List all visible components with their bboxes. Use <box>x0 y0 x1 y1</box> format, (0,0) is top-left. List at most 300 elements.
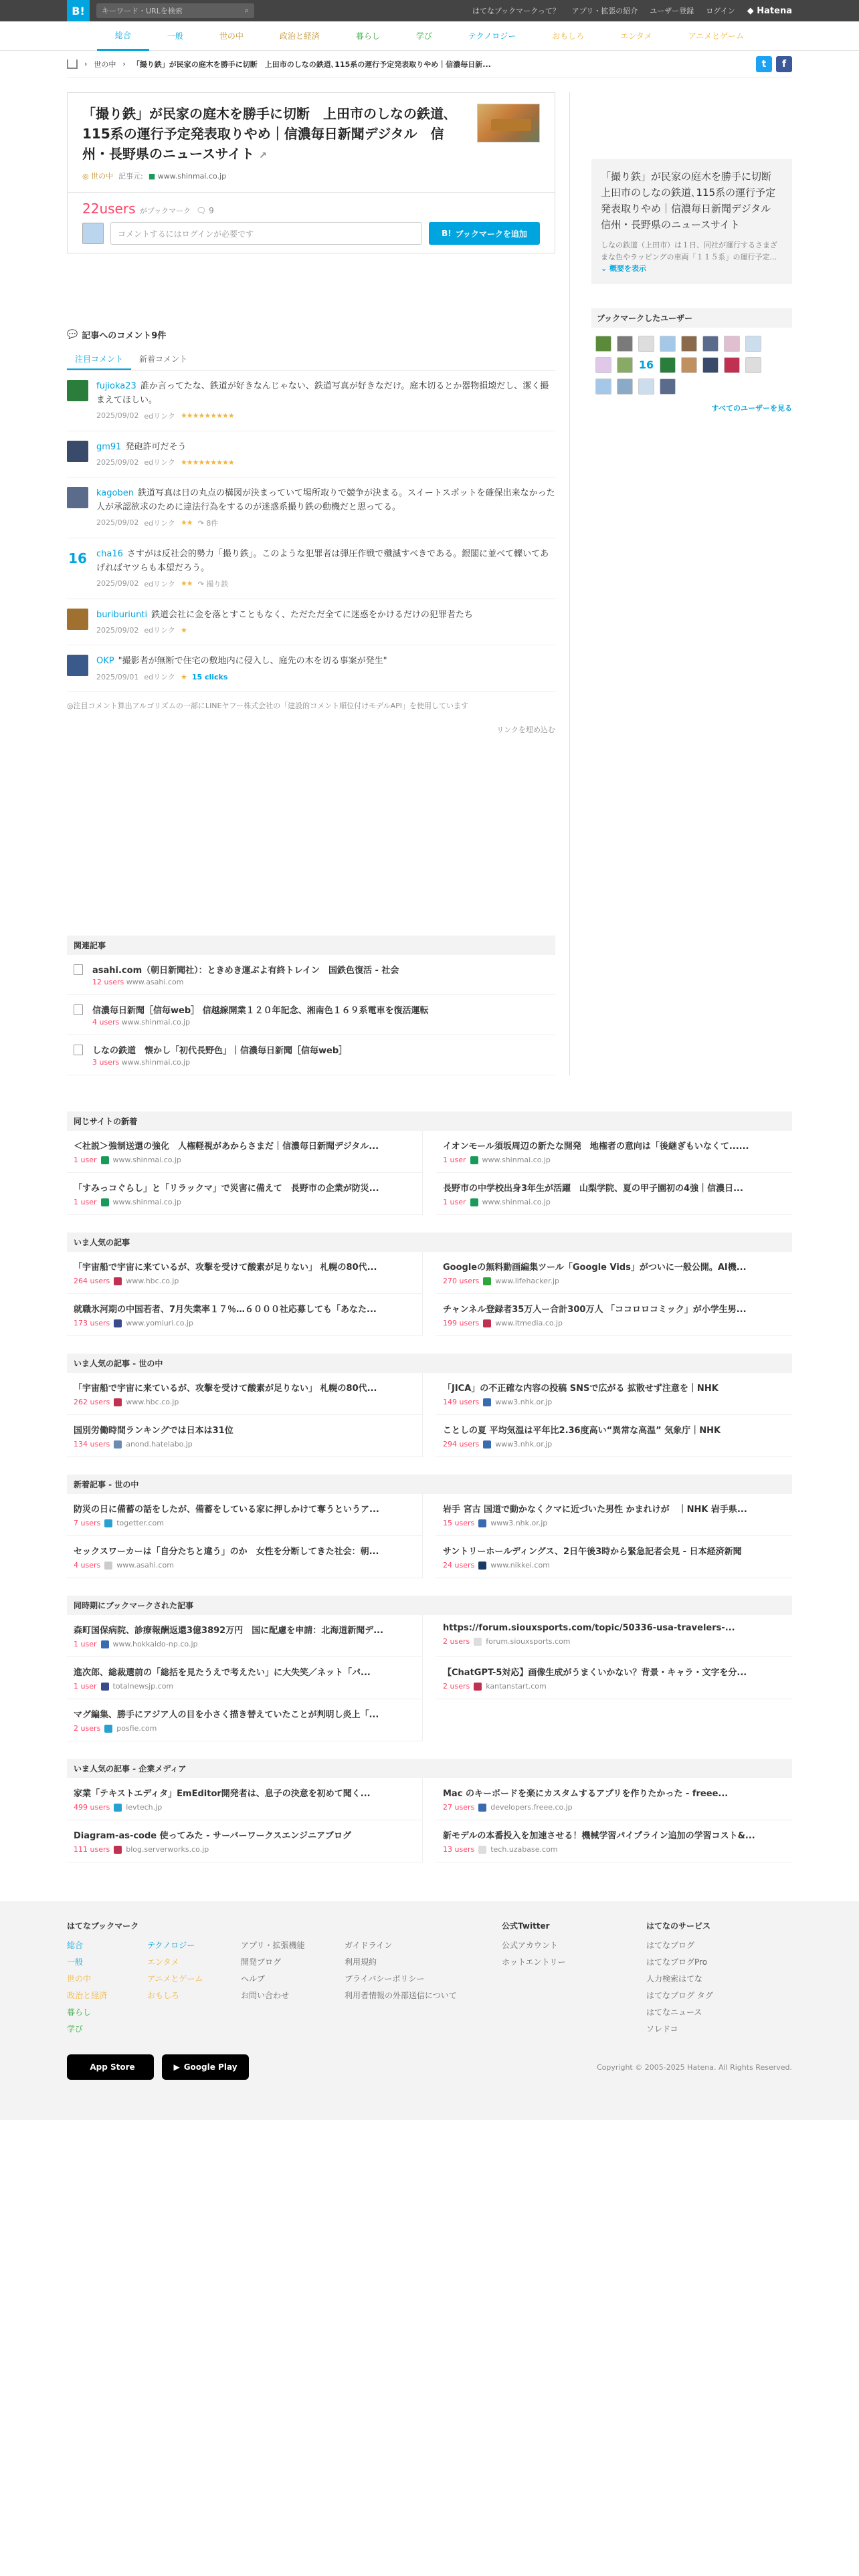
article-domain[interactable]: www3.nhk.or.jp <box>495 1398 553 1407</box>
article-domain[interactable]: www.itmedia.co.jp <box>495 1319 563 1328</box>
external-link-icon[interactable]: ↗ <box>259 150 267 161</box>
article-item <box>67 1820 423 1862</box>
comment-link[interactable]: edリンク <box>144 458 175 467</box>
entry-thumbnail[interactable] <box>477 104 540 142</box>
article-users[interactable]: 15 users <box>443 1519 475 1528</box>
entry-source-label: 記事元: <box>118 172 143 181</box>
article-title[interactable]: 「JICA」の不正確な内容の投稿 SNSで広がる 拡散せず注意を｜NHK <box>443 1384 719 1394</box>
section-heading: いま人気の記事 <box>67 1232 792 1252</box>
article-title[interactable]: ＜社説＞強制送還の強化 人権軽視があからさまだ｜信濃毎日新聞デジタル... <box>74 1142 379 1152</box>
article-grid <box>67 1131 792 1215</box>
related-users[interactable]: 4 users <box>92 1018 120 1027</box>
bookmark-users-count[interactable] <box>82 201 191 217</box>
article-title[interactable]: https://forum.siouxsports.com/topic/50336-usa-travelers-... <box>443 1623 735 1634</box>
article-domain[interactable]: www3.nhk.or.jp <box>495 1440 553 1449</box>
article-title[interactable]: 森町国保病院、診療報酬返還3億3892万円 国に配慮を申請：北海道新聞デ... <box>74 1626 384 1636</box>
article-domain[interactable]: www.asahi.com <box>116 1561 174 1570</box>
all-users-link[interactable]: すべてのユーザーを見る <box>711 403 792 413</box>
related-domain[interactable]: www.shinmai.co.jp <box>121 1058 191 1067</box>
entry-category-text: 世の中 <box>91 172 114 181</box>
footer-link[interactable]: ホットエントリー <box>502 1957 566 1967</box>
comment-user[interactable]: fujioka23 <box>96 381 136 391</box>
section-heading: 同じサイトの新着 <box>67 1111 792 1131</box>
article-section <box>67 1232 792 1336</box>
site-favicon-icon <box>114 1398 122 1406</box>
article-title[interactable]: 岩手 宮古 国道で動かなくクマに近づいた男性 かまれけが ｜NHK 岩手県... <box>443 1505 747 1515</box>
comment-link[interactable]: edリンク <box>144 673 175 682</box>
article-domain[interactable]: www.hokkaido-np.co.jp <box>112 1640 198 1649</box>
comment-content: 鉄道写真は日の丸点の構図が決まっていて場所取りで競争が決まる。スイートスポットを確保出来なかった人が承認欲求のために違法行為をするのが迷惑系撮り鉄の動機だと思ってる。 <box>96 488 555 513</box>
bookmark-user-avatar[interactable] <box>617 379 633 395</box>
article-users[interactable]: 270 users <box>443 1277 480 1286</box>
article-domain[interactable]: developers.freee.co.jp <box>490 1803 573 1812</box>
related-title[interactable]: 信濃毎日新聞［信毎web］ 信越線開業１２０年記念、湘南色１６９系電車を復活運転 <box>92 1006 429 1016</box>
breadcrumb-sep: › <box>122 60 126 68</box>
commenter-avatar[interactable] <box>67 609 88 630</box>
related-title[interactable]: asahi.com（朝日新聞社）：ときめき運ぶよ有終トレイン 国鉄色復活 - 社会 <box>92 966 399 976</box>
comment-link[interactable]: edリンク <box>144 579 175 588</box>
users-suffix: がブックマーク <box>139 207 191 215</box>
article-title[interactable]: 「すみっコぐらし」と「リラックマ」で災害に備えて 長野市の企業が防災... <box>74 1184 379 1194</box>
article-section <box>67 1111 792 1215</box>
comment-user[interactable]: kagoben <box>96 488 134 499</box>
comment-meta <box>96 671 387 682</box>
add-bookmark-label: ブックマークを追加 <box>455 229 527 239</box>
comment-meta <box>96 411 555 421</box>
comment-bubble-icon: 💬 <box>67 330 78 340</box>
article-meta <box>74 1440 415 1448</box>
footer-link[interactable]: ソレドコ <box>646 2024 678 2034</box>
comment-list <box>67 370 555 692</box>
bookmark-user-avatar[interactable] <box>638 379 654 395</box>
nav-item-4[interactable]: 暮らし <box>355 31 380 41</box>
article-meta <box>74 1845 415 1854</box>
article-title[interactable]: イオンモール須坂周辺の新たな開発 地権者の意向は「後継ぎもいなくて...... <box>443 1142 749 1152</box>
comment-user[interactable]: OKP <box>96 656 114 667</box>
search-input[interactable] <box>96 3 254 18</box>
site-favicon-icon <box>483 1398 491 1406</box>
article-meta <box>74 1640 415 1648</box>
star-icons[interactable]: ★★ <box>180 579 193 588</box>
article-users[interactable]: 1 user <box>74 1682 97 1691</box>
footer-link[interactable]: 総合 <box>67 1941 84 1951</box>
article-users[interactable]: 499 users <box>74 1803 110 1812</box>
article-users[interactable]: 199 users <box>443 1319 480 1328</box>
article-meta <box>443 1519 785 1527</box>
article-title[interactable]: 進次郎、総裁選前の「総括を見たうえで考えたい」に大失笑／ネット「パ... <box>74 1668 371 1679</box>
entry-summary <box>591 159 792 284</box>
home-icon[interactable] <box>67 60 78 69</box>
bookmark-user-avatar[interactable] <box>617 336 633 352</box>
footer-link[interactable]: はてなニュース <box>646 2008 702 2018</box>
site-favicon-icon <box>104 1562 112 1570</box>
article-users[interactable]: 4 users <box>74 1561 101 1570</box>
category-nav <box>0 21 859 51</box>
bookmark-users-heading: ブックマークしたユーザー <box>591 308 792 328</box>
article-title[interactable]: チャンネル登録者35万人ー合計300万人 「ココロロコミック」が小学生男... <box>443 1305 747 1315</box>
footer-link[interactable]: 一般 <box>67 1957 84 1967</box>
article-domain[interactable]: www.hbc.co.jp <box>126 1277 179 1286</box>
footer-link[interactable]: 政治と経済 <box>67 1991 108 2001</box>
footer-link[interactable]: 学び <box>67 2024 84 2034</box>
comment-date[interactable]: 2025/09/02 <box>96 625 139 635</box>
comment-meta <box>96 625 473 635</box>
article-item <box>436 1820 792 1862</box>
nav-item-2[interactable]: 世の中 <box>219 31 244 41</box>
hatena-logo[interactable]: ◆ Hatena <box>747 5 792 16</box>
article-domain[interactable]: www.hbc.co.jp <box>126 1398 179 1407</box>
footer-link[interactable]: ヘルプ <box>241 1974 266 1984</box>
comment-tag[interactable]: ↷ 撮り鉄 <box>197 579 229 588</box>
twitter-icon[interactable]: t <box>756 56 772 72</box>
bookmark-user-avatar[interactable] <box>638 336 654 352</box>
comment-link[interactable]: edリンク <box>144 411 175 421</box>
bookmark-user-avatar[interactable] <box>702 336 719 352</box>
nav-item-9[interactable]: アニメとゲーム <box>688 31 745 41</box>
site-favicon-icon <box>470 1156 478 1164</box>
star-icons[interactable]: ★★ <box>180 518 193 528</box>
article-users[interactable]: 24 users <box>443 1561 475 1570</box>
bookmark-user-avatar[interactable] <box>595 379 611 395</box>
commenter-avatar[interactable] <box>67 487 88 508</box>
article-domain[interactable]: www.shinmai.co.jp <box>112 1156 181 1165</box>
footer-link[interactable]: 利用規約 <box>345 1957 377 1967</box>
article-meta <box>74 1319 415 1327</box>
article-domain[interactable]: forum.siouxsports.com <box>486 1637 571 1646</box>
related-body <box>92 1043 347 1067</box>
footer-link[interactable]: アプリ・拡張機能 <box>241 1941 305 1951</box>
entry-title[interactable] <box>82 104 470 164</box>
article-users[interactable]: 7 users <box>74 1519 101 1528</box>
comment-body <box>96 487 555 528</box>
site-favicon-icon <box>483 1277 491 1285</box>
copyright: Copyright © 2005-2025 Hatena. All Rights Reserved. <box>596 2062 792 2072</box>
article-users[interactable]: 13 users <box>443 1845 475 1854</box>
article-users[interactable]: 264 users <box>74 1277 110 1286</box>
bookmark-user-avatar[interactable] <box>702 357 719 373</box>
entry-domain[interactable] <box>149 172 226 181</box>
article-title[interactable]: 【ChatGPT-5対応】画像生成がうまくいかない？背景・キャラ・文字を分... <box>443 1668 747 1679</box>
social-share <box>756 56 792 72</box>
article-domain[interactable]: www.yomiuri.co.jp <box>126 1319 193 1328</box>
search-icon[interactable]: ⌕ <box>244 6 249 15</box>
article-domain[interactable]: www.shinmai.co.jp <box>482 1156 551 1165</box>
footer-twitter-heading: 公式Twitter <box>502 1921 550 1931</box>
hatena-bookmark-logo[interactable]: B! <box>67 0 90 21</box>
footer-link[interactable]: アニメとゲーム <box>147 1974 203 1984</box>
article-users[interactable]: 2 users <box>443 1682 470 1691</box>
site-favicon-icon <box>478 1519 486 1527</box>
comment-date[interactable]: 2025/09/02 <box>96 518 139 528</box>
article-title[interactable]: 家業「テキストエディタ」EmEditor開発者は、息子の決意を初めて聞く... <box>74 1789 371 1800</box>
document-icon <box>74 1004 83 1015</box>
app-store-button[interactable] <box>67 2054 154 2080</box>
article-item <box>67 1415 423 1457</box>
commenter-avatar[interactable] <box>67 655 88 676</box>
main-column <box>67 92 555 1075</box>
footer-link[interactable]: お問い合わせ <box>241 1991 290 2001</box>
entry-category[interactable]: ◎ 世の中 <box>82 172 114 181</box>
tab-new-comments[interactable]: 新着コメント <box>139 354 188 364</box>
comment-algorithm-note: ◎注目コメント算出アルゴリズムの一部にLINEヤフー株式会社の「建設的コメント順位付けモデルAPI」を使用しています <box>67 702 469 711</box>
bookmark-user-avatar[interactable] <box>595 336 611 352</box>
section-heading: 新着記事 - 世の中 <box>67 1475 792 1494</box>
article-item <box>67 1778 423 1820</box>
footer-link[interactable]: 開発ブログ <box>241 1957 282 1967</box>
comment-link[interactable]: edリンク <box>144 626 175 635</box>
nav-item-1[interactable]: 一般 <box>167 31 183 41</box>
article-title[interactable]: 「宇宙船で宇宙に来ているが、攻撃を受けて酸素が足りない」 札幌の80代... <box>74 1384 377 1394</box>
nav-item-7[interactable]: おもしろ <box>552 31 585 41</box>
commenter-avatar[interactable] <box>67 441 88 462</box>
article-users[interactable]: 1 user <box>443 1156 466 1165</box>
footer-link[interactable]: 世の中 <box>67 1974 92 1984</box>
article-users[interactable]: 1 user <box>74 1640 97 1649</box>
article-domain[interactable]: totalnewsjp.com <box>112 1682 174 1691</box>
nav-item-8[interactable]: エンタメ <box>620 31 652 41</box>
comments-heading-text: 記事へのコメント9件 <box>82 331 167 341</box>
comment-body <box>96 548 555 589</box>
article-section <box>67 1354 792 1457</box>
lower-sections <box>67 1111 792 1862</box>
bookmark-user-avatar[interactable] <box>660 336 676 352</box>
article-grid <box>67 1778 792 1862</box>
footer-link[interactable]: ガイドライン <box>345 1941 393 1951</box>
bookmark-user-avatar[interactable] <box>724 336 740 352</box>
article-grid <box>67 1252 792 1336</box>
article-domain[interactable]: www.lifehacker.jp <box>495 1277 560 1286</box>
article-meta <box>74 1198 415 1206</box>
comment-input[interactable]: コメントするにはログインが必要です <box>110 222 422 245</box>
bookmark-user-avatar[interactable] <box>745 357 761 373</box>
related-body <box>92 1003 429 1027</box>
top-link-about[interactable]: はてなブックマークって？ <box>472 7 560 15</box>
entry-box <box>67 92 555 193</box>
comment-text <box>96 548 555 576</box>
related-users[interactable]: 12 users <box>92 978 124 987</box>
article-item <box>67 1657 423 1699</box>
user-number-badge[interactable]: 16 <box>638 358 654 372</box>
nav-item-6[interactable]: テクノロジー <box>468 31 516 41</box>
article-users[interactable]: 149 users <box>443 1398 480 1407</box>
footer-link[interactable]: プライバシーポリシー <box>345 1974 425 1984</box>
footer-link[interactable]: エンタメ <box>147 1957 179 1967</box>
google-play-button[interactable] <box>162 2054 249 2080</box>
star-icons[interactable]: ★ <box>180 672 187 681</box>
article-title[interactable]: 防災の日に備蓄の話をしたが、備蓄をしている家に押しかけて奪うというア... <box>74 1505 379 1515</box>
article-domain[interactable]: posfie.com <box>116 1724 157 1733</box>
column-divider <box>569 92 570 1075</box>
commenter-avatar[interactable]: 16 <box>67 548 88 569</box>
comment-user[interactable]: cha16 <box>96 548 123 559</box>
site-favicon-icon <box>114 1277 122 1285</box>
related-users[interactable]: 3 users <box>92 1058 120 1067</box>
related-domain[interactable]: www.shinmai.co.jp <box>121 1018 191 1027</box>
comment-item <box>67 599 555 646</box>
footer-brand: はてなブックマーク <box>67 1921 139 1931</box>
article-title[interactable]: Googleの無料動画編集ツール「Google Vids」がついに一般公開。AI機... <box>443 1263 747 1273</box>
bookmark-user-avatar[interactable] <box>681 336 697 352</box>
article-title[interactable]: 新モデルの本番投入を加速させる！機械学習パイプライン追加の学習コスト&... <box>443 1831 755 1842</box>
facebook-icon[interactable]: f <box>776 56 792 72</box>
article-users[interactable]: 2 users <box>74 1724 101 1733</box>
comment-date[interactable]: 2025/09/01 <box>96 672 139 681</box>
article-users[interactable]: 1 user <box>74 1156 97 1165</box>
nav-item-0[interactable]: 総合 <box>97 21 149 51</box>
article-domain[interactable]: levtech.jp <box>126 1803 163 1812</box>
article-users[interactable]: 27 users <box>443 1803 475 1812</box>
embed-link[interactable]: リンクを埋め込む <box>496 726 555 735</box>
article-title[interactable]: Mac のキーボードを楽にカスタムするアプリを作りたかった - freee... <box>443 1789 729 1800</box>
article-title[interactable]: マグ編集、勝手にアジア人の目を小さく描き替えていたことが判明し炎上「... <box>74 1710 379 1721</box>
nav-item-3[interactable]: 政治と経済 <box>279 31 320 41</box>
comment-tag[interactable]: ↷ 8件 <box>197 518 219 528</box>
article-users[interactable]: 111 users <box>74 1845 110 1854</box>
article-users[interactable]: 173 users <box>74 1319 110 1328</box>
article-users[interactable]: 2 users <box>443 1637 470 1646</box>
article-meta <box>74 1561 415 1570</box>
comment-link[interactable]: edリンク <box>144 518 175 528</box>
comment-content: 鉄道会社に金を落とすこともなく、ただただ全てに迷惑をかけるだけの犯罪者たち <box>151 609 473 620</box>
entry-meta <box>82 171 540 181</box>
footer-link[interactable]: はてなブログPro <box>646 1957 708 1967</box>
footer-link[interactable]: 暮らし <box>67 2008 92 2018</box>
top-link-login[interactable]: ログイン <box>706 7 735 15</box>
breadcrumb-category[interactable]: 世の中 <box>94 60 116 69</box>
article-domain[interactable]: www3.nhk.or.jp <box>490 1519 548 1528</box>
article-meta <box>443 1319 785 1327</box>
add-bookmark-button[interactable] <box>429 222 540 245</box>
footer-link[interactable]: 公式アカウント <box>502 1941 558 1951</box>
article-title[interactable]: 長野市の中学校出身3年生が活躍 山梨学院、夏の甲子園初の4強｜信濃日... <box>443 1184 743 1194</box>
bookmark-user-avatar[interactable] <box>660 379 676 395</box>
article-title[interactable]: 「宇宙船で宇宙に来ているが、攻撃を受けて酸素が足りない」 札幌の80代... <box>74 1263 377 1273</box>
site-favicon-icon <box>114 1440 122 1448</box>
play-icon: ▶ <box>173 2062 180 2072</box>
article-title[interactable]: ことしの夏 平均気温は平年比2.36度高い“異常な高温” 気象庁｜NHK <box>443 1426 721 1436</box>
article-domain[interactable]: kantanstart.com <box>486 1682 547 1691</box>
related-item <box>67 995 555 1035</box>
star-icons[interactable]: ★★★★★★★★★ <box>180 457 234 467</box>
top-link-apps[interactable]: アプリ・拡張の紹介 <box>571 7 638 15</box>
article-title[interactable]: 国別労働時間ランキングでは日本は31位 <box>74 1426 233 1436</box>
related-title[interactable]: しなの鉄道 懐かし「初代長野色」｜信濃毎日新聞［信毎web］ <box>92 1046 348 1057</box>
users-row <box>67 193 555 253</box>
footer-link[interactable]: 人力検索はてな <box>646 1974 703 1984</box>
footer-col-categories <box>67 1939 147 2034</box>
bookmark-users-grid <box>591 328 785 403</box>
commenter-avatar[interactable] <box>67 380 88 401</box>
article-item <box>67 1373 423 1415</box>
related-domain[interactable]: www.asahi.com <box>126 978 184 987</box>
article-item <box>67 1536 423 1578</box>
related-meta <box>92 1018 429 1027</box>
article-section <box>67 1596 792 1741</box>
nav-item-5[interactable]: 学び <box>415 31 432 41</box>
article-item <box>67 1252 423 1294</box>
comment-user[interactable]: buriburiunti <box>96 609 148 620</box>
comment-content: "撮影者が無断で住宅の敷地内に侵入し、庭先の木を切る事案が発生" <box>118 656 387 667</box>
entry-domain-text: www.shinmai.co.jp <box>157 171 227 181</box>
footer-link[interactable]: はてなブログ タグ <box>646 1991 713 2001</box>
article-item <box>436 1536 792 1578</box>
footer-link[interactable]: はてなブログ <box>646 1941 695 1951</box>
footer-link[interactable]: 利用者情報の外部送信について <box>345 1991 457 2001</box>
article-meta <box>74 1724 415 1733</box>
article-users[interactable]: 262 users <box>74 1398 110 1407</box>
bookmark-user-avatar[interactable] <box>681 357 697 373</box>
comment-body <box>96 380 555 421</box>
breadcrumb-title: 「撮り鉄」が民家の庭木を勝手に切断 上田市のしなの鉄道､115系の運行予定発表取りやめ｜信濃毎日新... <box>132 60 491 69</box>
footer-link[interactable]: テクノロジー <box>147 1941 195 1951</box>
article-meta <box>443 1637 785 1646</box>
article-item <box>67 1615 423 1657</box>
comment-content: 誰か言ってたな、鉄道が好きなんじゃない、鉄道写真が好きなだけ。庭木切るとか器物損壊だし、潔く撮まえてほしい。 <box>96 381 549 405</box>
related-body <box>92 963 399 986</box>
article-users[interactable]: 1 user <box>74 1198 97 1207</box>
top-bar <box>0 0 859 21</box>
article-domain[interactable]: www.nikkei.com <box>490 1561 550 1570</box>
article-domain[interactable]: blog.serverworks.co.jp <box>126 1845 209 1854</box>
article-title[interactable]: セックスワーカーは「自分たちと違う」のか 女性を分断してきた社会：朝... <box>74 1547 379 1558</box>
site-favicon-icon <box>114 1846 122 1854</box>
top-link-signup[interactable]: ユーザー登録 <box>650 7 694 15</box>
star-icons[interactable]: ★★★★★★★★★ <box>180 411 234 421</box>
site-favicon-icon <box>478 1846 486 1854</box>
comment-count-text: 9 <box>209 206 214 215</box>
article-title[interactable]: サントリーホールディングス、2日午後3時から緊急記者会見 - 日本経済新聞 <box>443 1547 742 1558</box>
bookmark-user-avatar[interactable] <box>745 336 761 352</box>
footer-link[interactable]: おもしろ <box>147 1991 180 2001</box>
article-users[interactable]: 134 users <box>74 1440 110 1449</box>
comment-date[interactable]: 2025/09/02 <box>96 579 139 588</box>
bookmark-user-avatar[interactable] <box>660 357 676 373</box>
article-domain[interactable]: togetter.com <box>116 1519 164 1528</box>
footer-col-info <box>241 1939 345 2034</box>
site-favicon-icon: ■ <box>148 171 156 181</box>
article-users[interactable]: 294 users <box>443 1440 480 1449</box>
article-item <box>67 1494 423 1536</box>
comment-item <box>67 370 555 431</box>
article-domain[interactable]: www.shinmai.co.jp <box>482 1198 551 1207</box>
comment-clicks[interactable]: 15 clicks <box>191 672 228 681</box>
article-title[interactable]: 就職氷河期の中国若者、7月失業率１７％…６０００社応募しても「あなた... <box>74 1305 377 1315</box>
comment-date[interactable]: 2025/09/02 <box>96 411 139 421</box>
article-title[interactable]: Diagram-as-code 使ってみた - サーバーワークスエンジニアブログ <box>74 1831 351 1842</box>
article-users[interactable]: 1 user <box>443 1198 466 1207</box>
comment-text <box>96 655 387 669</box>
related-meta <box>92 978 399 986</box>
document-icon <box>74 1045 83 1055</box>
article-grid <box>67 1494 792 1578</box>
article-domain[interactable]: anond.hatelabo.jp <box>126 1440 193 1449</box>
summary-more-link[interactable]: ⌄ 概要を表示 <box>601 264 647 274</box>
bookmark-user-avatar[interactable] <box>617 357 633 373</box>
comment-date[interactable]: 2025/09/02 <box>96 457 139 467</box>
comment-user[interactable]: gm91 <box>96 441 122 452</box>
site-favicon-icon <box>474 1638 482 1646</box>
tab-popular-comments[interactable]: 注目コメント <box>67 349 131 370</box>
bookmark-user-avatar[interactable] <box>724 357 740 373</box>
bookmark-user-avatar[interactable] <box>595 357 611 373</box>
article-item <box>436 1415 792 1457</box>
related-item <box>67 1035 555 1075</box>
app-store-label: App Store <box>90 2062 135 2072</box>
article-domain[interactable]: www.shinmai.co.jp <box>112 1198 181 1207</box>
star-icons[interactable]: ★ <box>180 625 187 635</box>
comment-item <box>67 538 555 599</box>
article-domain[interactable]: tech.uzabase.com <box>490 1845 558 1854</box>
